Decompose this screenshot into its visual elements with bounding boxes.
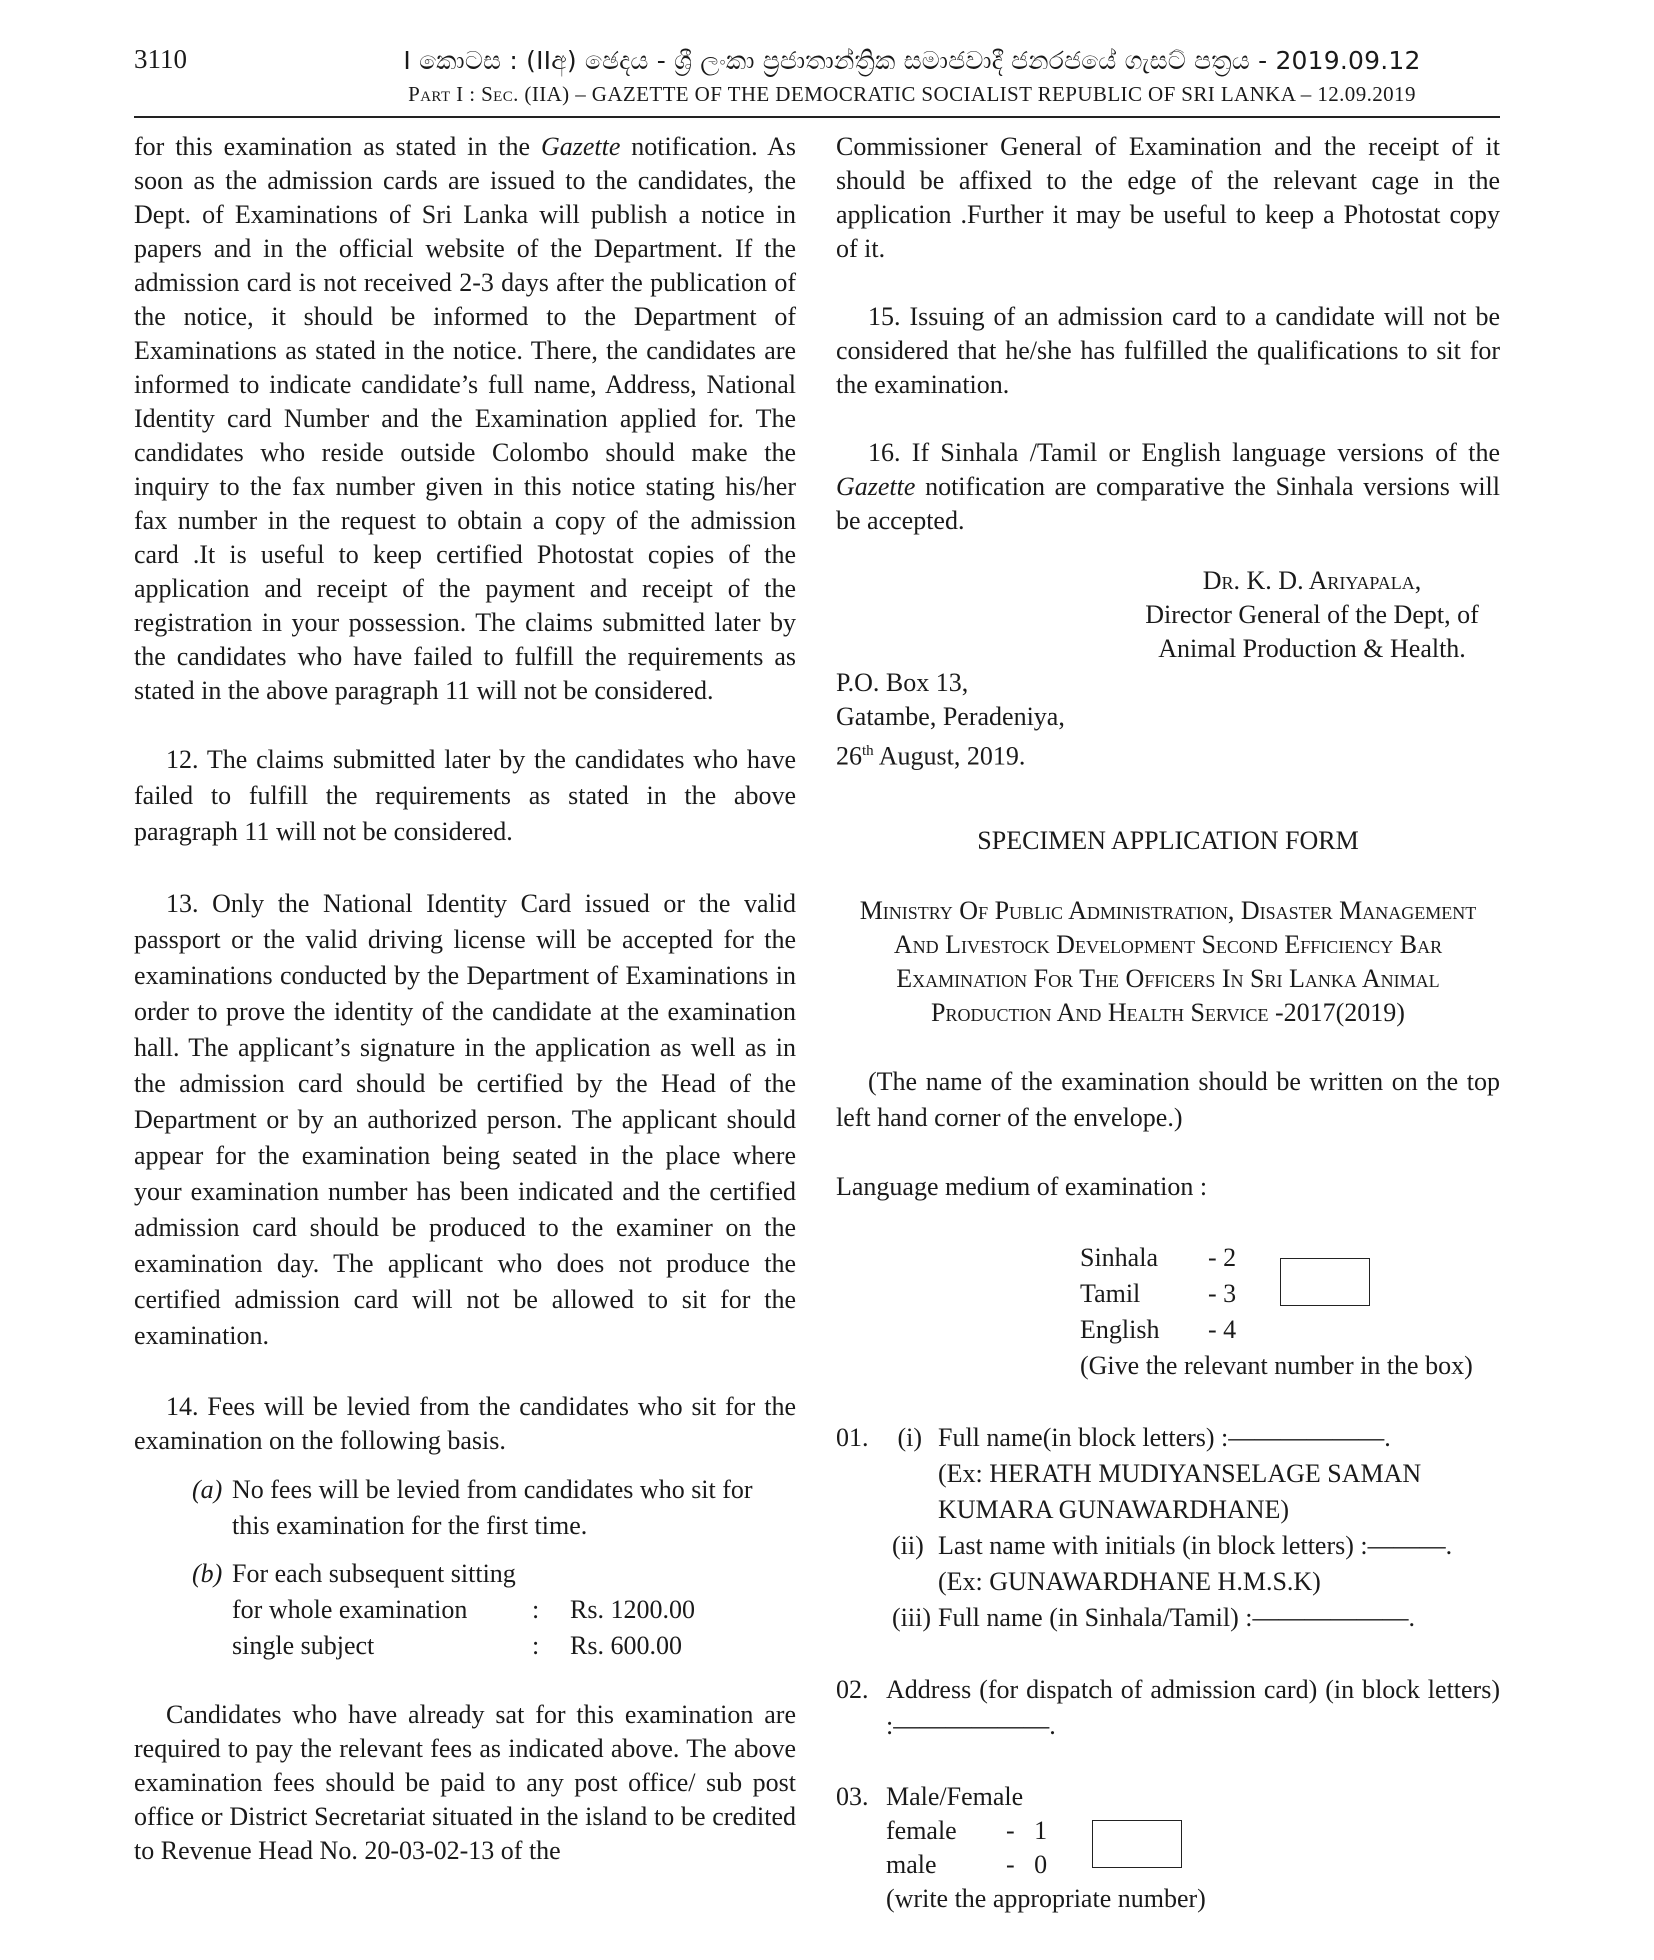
item-text: For each subsequent sitting	[232, 1559, 516, 1588]
question-01	[836, 1420, 1500, 1636]
language-name: Tamil	[1080, 1278, 1141, 1308]
language-code: - 3	[1208, 1278, 1237, 1308]
header-english-line: Part I : Sec. (IIA) – GAZETTE OF THE DEMOCRATIC SOCIALIST REPUBLIC OF SRI LANKA – 12.09.2019	[408, 82, 1416, 106]
field-full-name-local: Full name (in Sinhala/Tamil) :——————.	[938, 1602, 1415, 1632]
paragraph-fees-payment: Candidates who have already sat for this examination are required to pay the relevant fees as indicated above. The above examination fees should be paid to any post office/ sub post office or District Secretariat situated in the island to be credited to Revenue Head No. 20-03-02-13 of the	[134, 1700, 796, 1865]
question-01-iii	[836, 1600, 1500, 1636]
signatory-title: Director General of the Dept, of	[1145, 600, 1479, 629]
address-line: Gatambe, Peradeniya,	[836, 702, 1065, 731]
language-name: Sinhala	[1080, 1242, 1158, 1272]
date-line	[836, 734, 1500, 774]
header-rule	[134, 116, 1500, 118]
text-run: for this examination as stated in the	[134, 132, 541, 161]
gender-name: male	[886, 1849, 937, 1879]
fee-amount: Rs. 1200.00	[570, 1595, 695, 1624]
signatory-name: Dr. K. D. Ariyapala,	[1202, 566, 1422, 595]
example-text: (Ex: GUNAWARDHANE H.M.S.K)	[938, 1566, 1321, 1596]
address-block	[836, 666, 1500, 774]
envelope-note: (The name of the examination should be written on the top left hand corner of the envelope.)	[836, 1066, 1500, 1132]
question-number: 01.	[836, 1422, 869, 1452]
signatory-title: Animal Production & Health.	[1158, 634, 1466, 663]
example-text: (Ex: HERATH MUDIYANSELAGE SAMAN	[938, 1458, 1422, 1488]
field-address: Address (for dispatch of admission card) (in block letters) :——————.	[886, 1674, 1500, 1740]
paragraph-11-continued	[134, 130, 796, 708]
language-note: (Give the relevant number in the box)	[1080, 1350, 1473, 1380]
date-suffix: th	[862, 743, 874, 759]
header-sinhala-line: I කොටස : (IIඅ) ඡෙදය - ශ්‍රී ලංකා ප්‍රජාතාන්ත්‍රික සමාජවාදී ජනරජයේ ගැසට් පත්‍රය - 2019.09.12	[403, 46, 1421, 75]
paragraph-12: 12. The claims submitted later by the candidates who have failed to fulfill the requirements as stated in the above paragraph 11 will not be considered.	[134, 745, 796, 846]
fee-sep: :	[532, 1631, 540, 1660]
left-column	[134, 130, 796, 1868]
language-name: English	[1080, 1314, 1160, 1344]
item-label: (b)	[192, 1559, 223, 1588]
question-03	[836, 1780, 1500, 1916]
fee-amount: Rs. 600.00	[570, 1631, 682, 1660]
field-gender: Male/Female	[886, 1781, 1024, 1811]
paragraph-14: 14. Fees will be levied from the candidates who sit for the examination on the following basis.	[134, 1392, 796, 1455]
fee-item-a	[192, 1472, 796, 1544]
sub-label: (ii)	[892, 1530, 924, 1560]
question-01-i	[836, 1420, 1500, 1456]
language-options	[1080, 1240, 1500, 1384]
right-column	[836, 130, 1500, 1916]
gazette-italic: Gazette	[540, 132, 621, 161]
fee-row	[232, 1592, 796, 1628]
fee-table	[232, 1592, 796, 1664]
gender-option	[886, 1848, 1500, 1882]
signature-block	[1132, 564, 1492, 666]
example-text: KUMARA GUNAWARDHANE)	[938, 1494, 1290, 1524]
gender-option	[886, 1814, 1500, 1848]
language-medium-label: Language medium of examination :	[836, 1171, 1208, 1201]
paragraph-13: 13. Only the National Identity Card issued or the valid passport or the valid driving license will be accepted for the examinations conducted by the Department of Examinations in order to prove the identity of the candidate at the examination hall. The applicant’s signature in the application as well as in the admission card should be certified by the Head of the Department or by an authorized person. The applicant should appear for the examination being seated in the place where your examination number has been indicated and the certified admission card should be produced to the examiner on the examination day. The applicant who does not produce the certified admission card will not be allowed to sit for the examination.	[134, 889, 796, 1350]
question-03-title	[836, 1780, 1500, 1814]
language-code: - 2	[1208, 1242, 1237, 1272]
gender-name: female	[886, 1815, 957, 1845]
language-number-box[interactable]	[1280, 1258, 1370, 1306]
gender-note: (write the appropriate number)	[886, 1883, 1206, 1913]
language-code: - 4	[1208, 1314, 1237, 1344]
gender-code: - 1	[1006, 1815, 1048, 1845]
question-02	[836, 1672, 1500, 1744]
paragraph-16	[836, 436, 1500, 538]
question-number: 03.	[836, 1781, 869, 1811]
sub-label: (iii)	[892, 1602, 931, 1632]
fee-label: for whole examination	[232, 1595, 468, 1624]
item-label: (a)	[192, 1475, 223, 1504]
ministry-exam-title: Ministry Of Public Administration, Disaster Management And Livestock Development Second Efficiency Bar Examination For The Officers In Sri Lanka Animal Production And Health Service -2017(2019)	[859, 895, 1477, 1027]
paragraph-14-continued: Commissioner General of Examination and the receipt of it should be affixed to the edge of the relevant cage in the application .Further it may be useful to keep a Photostat copy of it.	[836, 132, 1500, 263]
text-run: notification are comparative the Sinhala versions will be accepted.	[836, 472, 1500, 535]
question-01-ii	[836, 1528, 1500, 1564]
page-number: 3110	[134, 44, 187, 74]
item-text: No fees will be levied from candidates who sit for this examination for the first time.	[232, 1475, 753, 1540]
paragraph-15: 15. Issuing of an admission card to a candidate will not be considered that he/she has fulfilled the qualifications to sit for the examination.	[836, 302, 1500, 399]
date-day: 26	[836, 741, 862, 771]
field-last-name: Last name with initials (in block letters) :———.	[938, 1530, 1453, 1560]
language-option	[1080, 1312, 1500, 1348]
gazette-italic: Gazette	[836, 472, 916, 501]
fee-label: single subject	[232, 1631, 375, 1660]
gender-code: - 0	[1006, 1849, 1048, 1879]
text-run: notification. As soon as the admission cards are issued to the candidates, the Dept. of Examinations of Sri Lanka will publish a notice in papers and in the official website of the Department. If the admission card is not received 2-3 days after the publication of the notice, it should be informed to the Department of Examinations as stated in the notice. There, the candidates are informed to indicate candidate’s full name, Address, National Identity card Number and the Examination applied for. The candidates who reside outside Colombo should make the inquiry to the fax number given in this notice stating his/her fax number in the request to obtain a copy of the admission card .It is useful to keep certified Photostat copies of the application and receipt of the payment and receipt of the registration in your possession. The claims submitted later by the candidates who have failed to fulfill the requirements as stated in the above paragraph 11 will not be considered.	[134, 132, 796, 705]
form-title: SPECIMEN APPLICATION FORM	[977, 825, 1359, 855]
date-rest: August, 2019.	[873, 741, 1026, 771]
fee-sep: :	[532, 1595, 540, 1624]
field-full-name: Full name(in block letters) :——————.	[938, 1422, 1391, 1452]
gender-number-box[interactable]	[1092, 1820, 1182, 1868]
question-number: 02.	[836, 1674, 869, 1704]
sub-label: (i)	[897, 1422, 922, 1452]
fee-item-b	[192, 1556, 796, 1592]
text-run: 16. If Sinhala /Tamil or English language versions of the	[868, 438, 1500, 467]
address-line: P.O. Box 13,	[836, 668, 969, 697]
fee-row	[232, 1628, 796, 1664]
